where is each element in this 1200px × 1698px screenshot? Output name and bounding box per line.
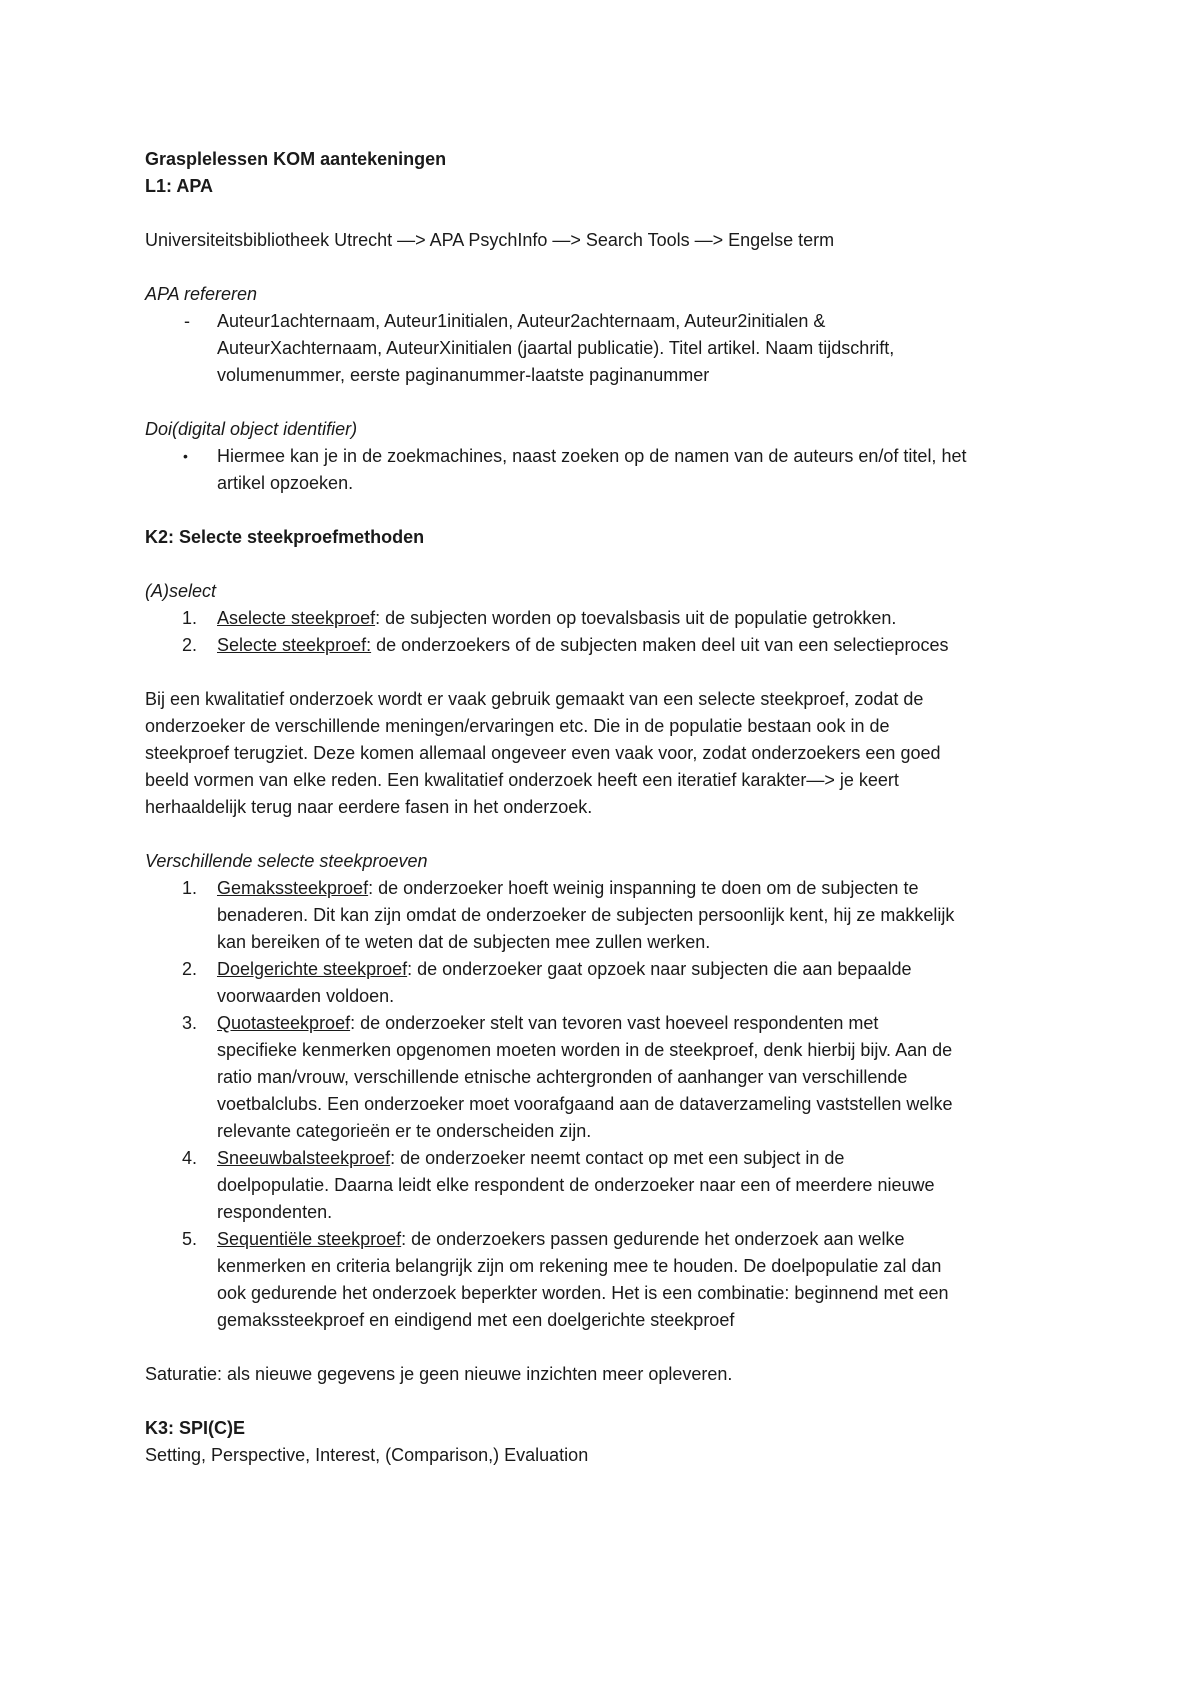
text-line: beeld vormen van elke reden. Een kwalitatief onderzoek heeft een iteratief karakter—> je keert bbox=[145, 770, 899, 790]
term-definition: : de onderzoeker hoeft weinig inspanning te doen om de subjecten te bbox=[368, 878, 919, 898]
text-line: relevante categorieën er te onderscheiden zijn. bbox=[217, 1121, 592, 1141]
list-item-text bbox=[217, 1010, 1080, 1145]
spacer bbox=[145, 497, 1080, 524]
list-item bbox=[145, 1010, 1080, 1145]
list-item bbox=[145, 1226, 1080, 1334]
text-line: ratio man/vrouw, verschillende etnische achtergronden of aanhanger van verschillende bbox=[217, 1067, 908, 1087]
list-item-text bbox=[217, 1145, 1080, 1226]
term-label: Selecte steekproef: bbox=[217, 635, 372, 655]
list-number: 4. bbox=[182, 1148, 198, 1168]
aselect-numbered-list bbox=[145, 605, 1080, 659]
spice-line: Setting, Perspective, Interest, (Comparison,) Evaluation bbox=[145, 1445, 589, 1465]
document-title: Grasplelessen KOM aantekeningen bbox=[145, 149, 447, 169]
text-line: ook gedurende het onderzoek beperkter worden. Het is een combinatie: beginnend met een bbox=[217, 1283, 949, 1303]
term-label: Sneeuwbalsteekproef bbox=[217, 1148, 391, 1168]
text-line: voorwaarden voldoen. bbox=[217, 986, 395, 1006]
library-path-line: Universiteitsbibliotheek Utrecht —> APA PsychInfo —> Search Tools —> Engelse term bbox=[145, 230, 835, 250]
text-line: volumenummer, eerste paginanummer-laatste paginanummer bbox=[217, 365, 710, 385]
term-definition: : de onderzoeker gaat opzoek naar subjecten die aan bepaalde bbox=[407, 959, 912, 979]
list-number: 5. bbox=[182, 1229, 198, 1249]
term-label: Doelgerichte steekproef bbox=[217, 959, 408, 979]
section-heading-l1: L1: APA bbox=[145, 176, 214, 196]
text-line: artikel opzoeken. bbox=[217, 473, 354, 493]
list-number: 2. bbox=[182, 635, 198, 655]
list-item bbox=[145, 605, 1080, 632]
text-line: Auteur1achternaam, Auteur1initialen, Auteur2achternaam, Auteur2initialen & bbox=[217, 311, 826, 331]
text-line bbox=[217, 1226, 1080, 1253]
text-line: Bij een kwalitatief onderzoek wordt er vaak gebruik gemaakt van een selecte steekproef, zodat de bbox=[145, 689, 924, 709]
term-definition: : de subjecten worden op toevalsbasis uit de populatie getrokken. bbox=[375, 608, 897, 628]
apa-dash-list bbox=[145, 308, 1080, 389]
subheading-aselect: (A)select bbox=[145, 581, 217, 601]
spacer bbox=[145, 659, 1080, 686]
section-heading-k3: K3: SPI(C)E bbox=[145, 1418, 246, 1438]
kwalitatief-paragraph bbox=[145, 686, 1080, 821]
subheading-verschillende-steekproeven: Verschillende selecte steekproeven bbox=[145, 851, 428, 871]
text-line: Hiermee kan je in de zoekmachines, naast zoeken op de namen van de auteurs en/of titel, het bbox=[217, 446, 967, 466]
list-item bbox=[145, 308, 1080, 389]
subheading-apa-refereren: APA refereren bbox=[145, 284, 258, 304]
term-label: Sequentiële steekproef bbox=[217, 1229, 402, 1249]
list-item bbox=[145, 632, 1080, 659]
text-line: kan bereiken of te weten dat de subjecten mee zullen werken. bbox=[217, 932, 711, 952]
spacer bbox=[145, 551, 1080, 578]
doi-bullet-list bbox=[145, 443, 1080, 497]
text-line: kenmerken en criteria belangrijk zijn om rekening mee te houden. De doelpopulatie zal dan bbox=[217, 1256, 942, 1276]
text-line: respondenten. bbox=[217, 1202, 333, 1222]
spacer bbox=[145, 821, 1080, 848]
list-item-text bbox=[217, 1226, 1080, 1334]
list-number: 1. bbox=[182, 878, 198, 898]
spacer bbox=[145, 200, 1080, 227]
text-line: AuteurXachternaam, AuteurXinitialen (jaartal publicatie). Titel artikel. Naam tijdschrift, bbox=[217, 338, 895, 358]
saturatie-line: Saturatie: als nieuwe gegevens je geen nieuwe inzichten meer opleveren. bbox=[145, 1364, 733, 1384]
term-definition: de onderzoekers of de subjecten maken deel uit van een selectieproces bbox=[371, 635, 949, 655]
list-item-text bbox=[217, 605, 1080, 632]
subheading-doi: Doi(digital object identifier) bbox=[145, 419, 358, 439]
term-label: Gemakssteekproef bbox=[217, 878, 369, 898]
term-definition: : de onderzoekers passen gedurende het onderzoek aan welke bbox=[401, 1229, 905, 1249]
text-line bbox=[217, 1010, 1080, 1037]
spacer bbox=[145, 1334, 1080, 1361]
text-line bbox=[217, 875, 1080, 902]
list-item-text bbox=[217, 875, 1080, 956]
list-item bbox=[145, 1145, 1080, 1226]
text-line bbox=[217, 1145, 1080, 1172]
spacer bbox=[145, 254, 1080, 281]
text-line: specifieke kenmerken opgenomen moeten worden in de steekproef, denk hierbij bijv. Aan de bbox=[217, 1040, 953, 1060]
text-line: voetbalclubs. Een onderzoeker moet voorafgaand aan de dataverzameling vaststellen welke bbox=[217, 1094, 953, 1114]
steekproeven-numbered-list bbox=[145, 875, 1080, 1334]
list-item bbox=[145, 956, 1080, 1010]
text-line: herhaaldelijk terug naar eerdere fasen in het onderzoek. bbox=[145, 797, 593, 817]
list-item bbox=[145, 443, 1080, 497]
list-item-text bbox=[217, 632, 1080, 659]
text-line: doelpopulatie. Daarna leidt elke respondent de onderzoeker naar een of meerdere nieuwe bbox=[217, 1175, 935, 1195]
term-definition: : de onderzoeker neemt contact op met een subject in de bbox=[390, 1148, 845, 1168]
term-label: Aselecte steekproef bbox=[217, 608, 376, 628]
section-heading-k2: K2: Selecte steekproefmethoden bbox=[145, 527, 425, 547]
text-line: gemakssteekproef en eindigend met een doelgerichte steekproef bbox=[217, 1310, 735, 1330]
text-line bbox=[217, 956, 1080, 983]
text-line: benaderen. Dit kan zijn omdat de onderzoeker de subjecten persoonlijk kent, hij ze makkelijk bbox=[217, 905, 955, 925]
list-number: 2. bbox=[182, 959, 198, 979]
term-label: Quotasteekproef bbox=[217, 1013, 351, 1033]
list-item-text bbox=[217, 956, 1080, 1010]
dash-marker: - bbox=[184, 311, 190, 331]
spacer bbox=[145, 1388, 1080, 1415]
term-definition: : de onderzoeker stelt van tevoren vast hoeveel respondenten met bbox=[350, 1013, 879, 1033]
text-line: onderzoeker de verschillende meningen/ervaringen etc. Die in de populatie bestaan ook in de bbox=[145, 716, 890, 736]
list-number: 1. bbox=[182, 608, 198, 628]
list-item-text bbox=[217, 443, 1080, 497]
list-item bbox=[145, 875, 1080, 956]
spacer bbox=[145, 389, 1080, 416]
list-item-text bbox=[217, 308, 1080, 389]
list-number: 3. bbox=[182, 1013, 198, 1033]
bullet-icon: • bbox=[183, 448, 188, 464]
text-line: steekproef terugziet. Deze komen allemaal ongeveer even vaak voor, zodat onderzoekers een goed bbox=[145, 743, 941, 763]
